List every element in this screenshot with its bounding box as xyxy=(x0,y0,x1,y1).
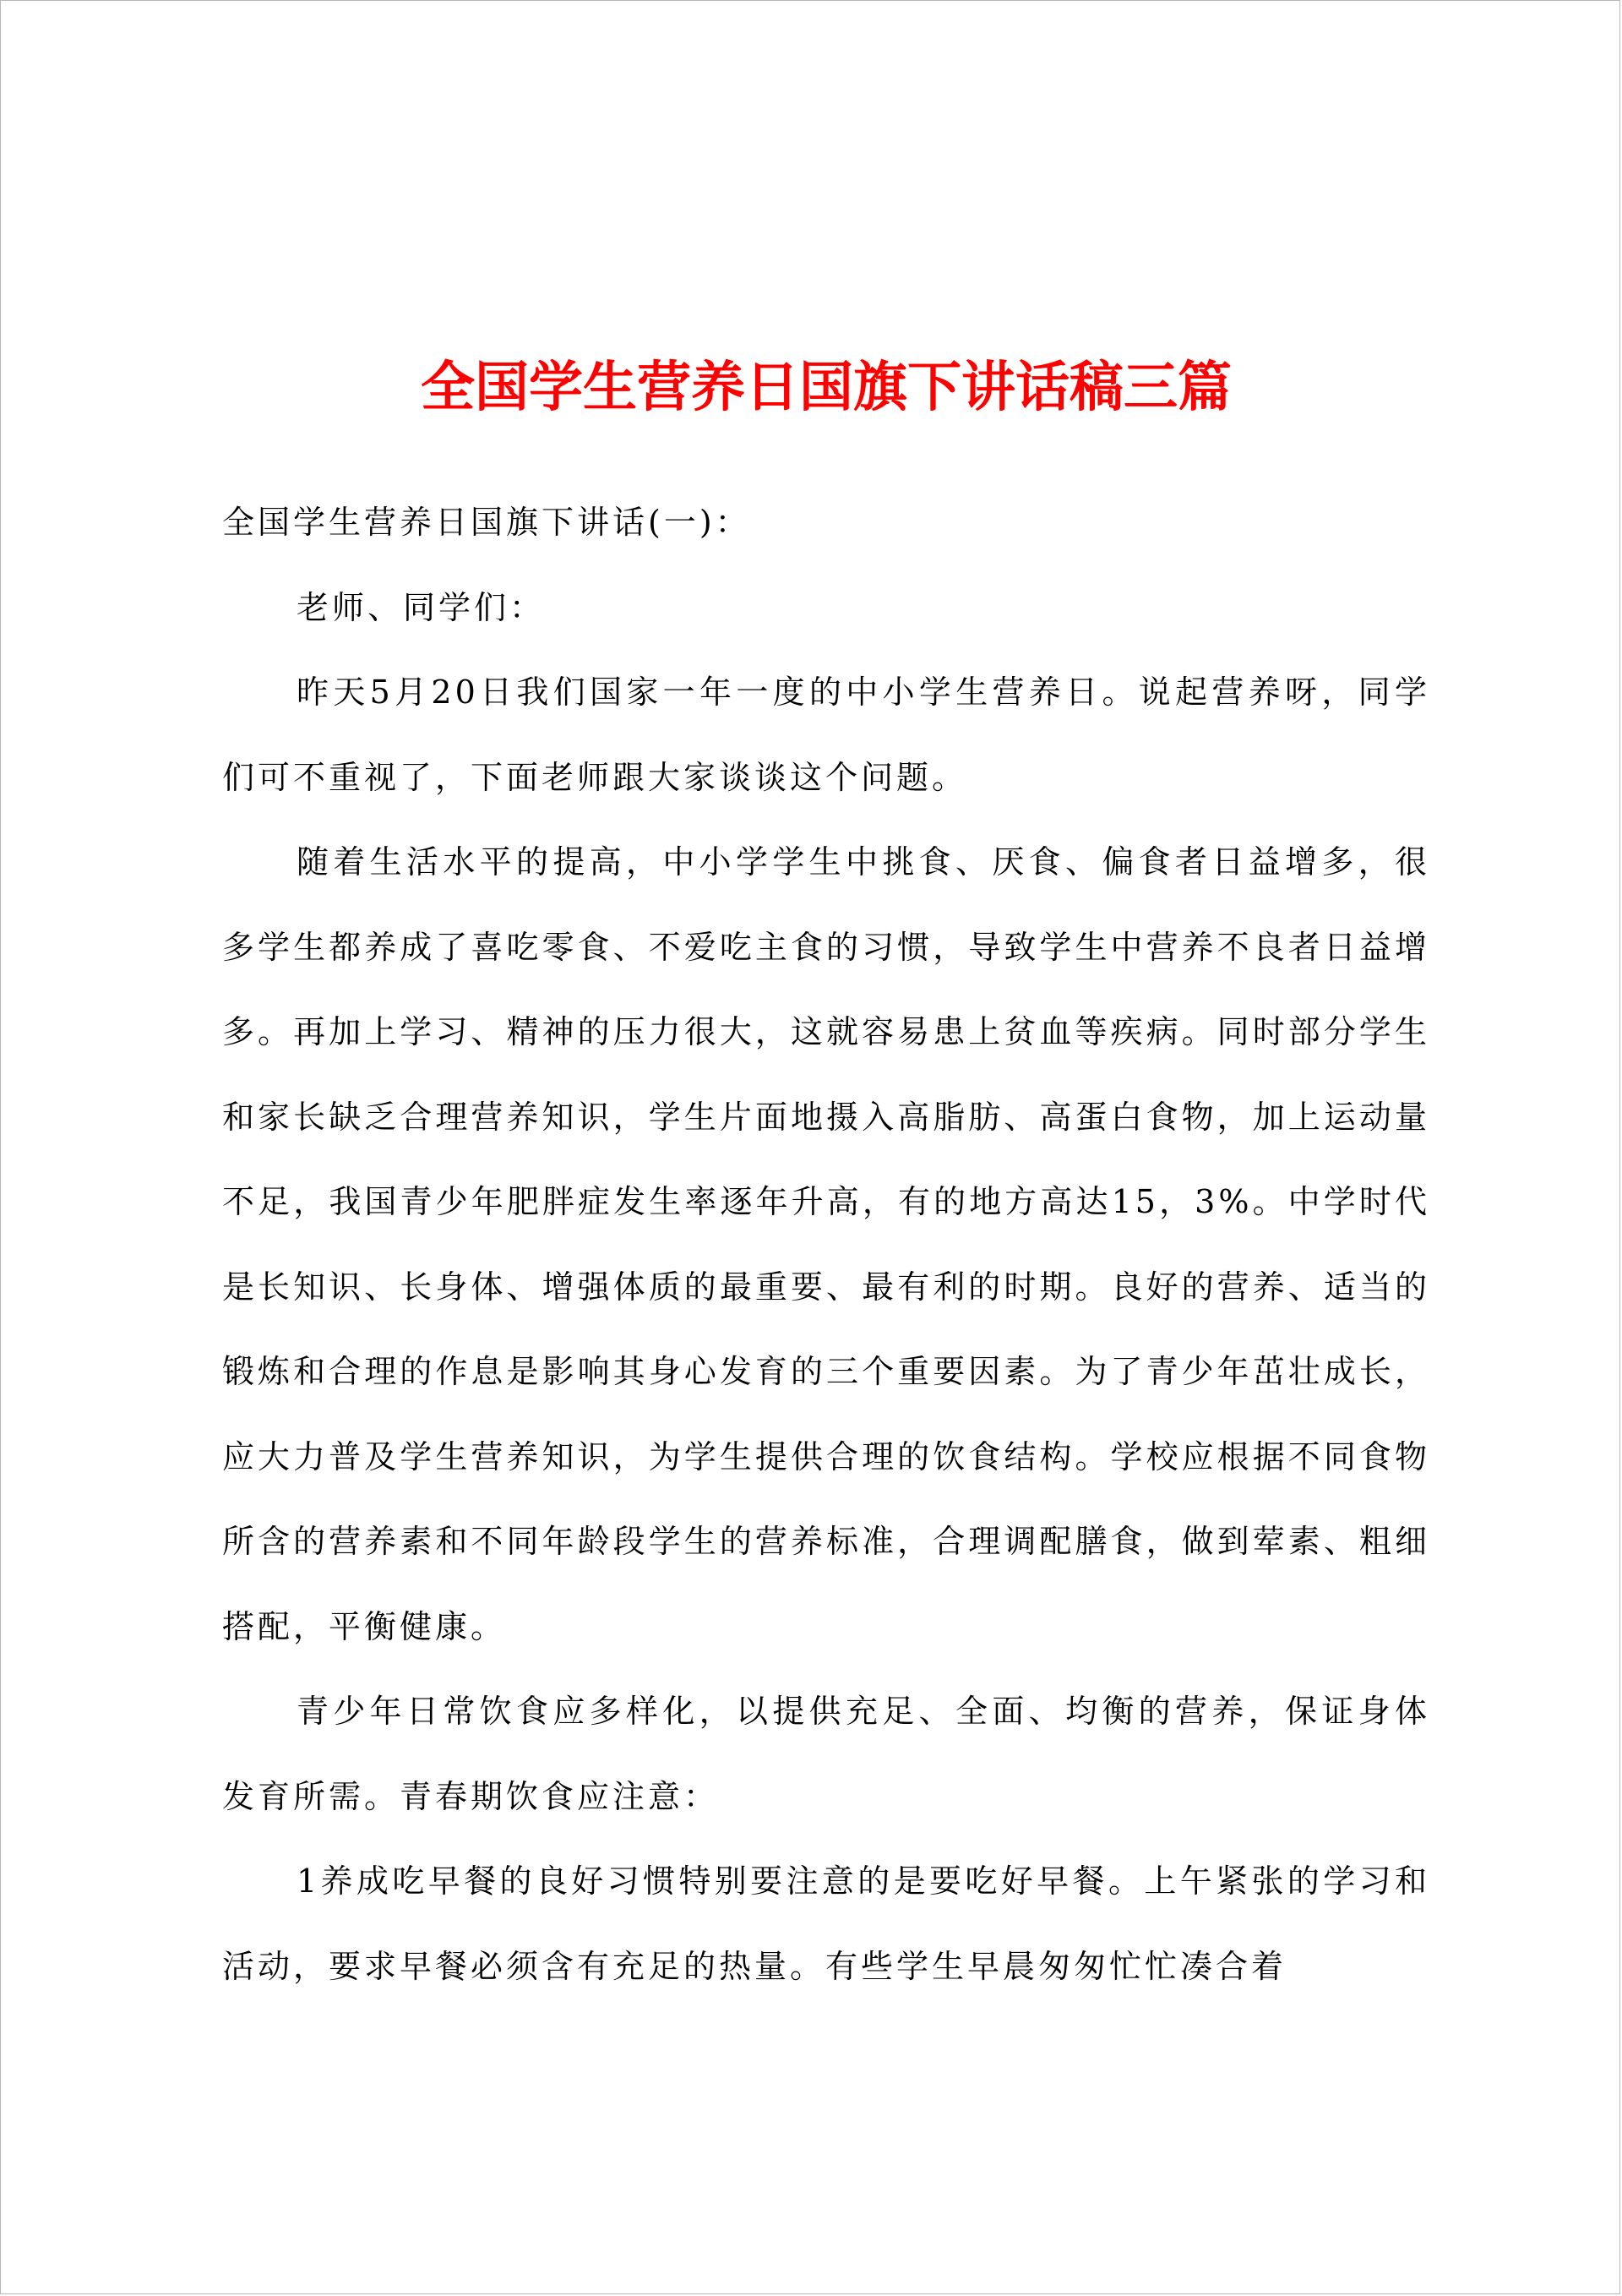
paragraph-main: 随着生活水平的提高，中小学学生中挑食、厌食、偏食者日益增多，很多学生都养成了喜吃零食、不爱吃主食的习惯，导致学生中营养不良者日益增多。再加上学习、精神的压力很大，这就容易患上贫血等疾病。同时部分学生和家长缺乏合理营养知识，学生片面地摄入高脂肪、高蛋白食物，加上运动量不足，我国青少年肥胖症发生率逐年升高，有的地方高达15，3%。中学时代是长知识、长身体、增强体质的最重要、最有利的时期。良好的营养、适当的锻炼和合理的作息是影响其身心发育的三个重要因素。为了青少年茁壮成长，应大力普及学生营养知识，为学生提供合理的饮食结构。学校应根据不同食物所含的营养素和不同年龄段学生的营养标准，合理调配膳食，做到荤素、粗细搭配，平衡健康。 xyxy=(222,843,1430,1645)
paragraph-breakfast: 1养成吃早餐的良好习惯特别要注意的是要吃好早餐。上午紧张的学习和活动，要求早餐必须含有充足的热量。有些学生早晨匆匆忙忙凑合着 xyxy=(222,1862,1430,1985)
paragraph-heading: 全国学生营养日国旗下讲话(一)： xyxy=(222,504,751,541)
paragraph-diet: 青少年日常饮食应多样化，以提供充足、全面、均衡的营养，保证身体发育所需。青春期饮食应注意： xyxy=(222,1693,1430,1815)
document-title: 全国学生营养日国旗下讲话稿三篇 xyxy=(421,356,1232,419)
document-body xyxy=(222,480,1430,2009)
paragraph-intro: 昨天5月20日我们国家一年一度的中小学生营养日。说起营养呀，同学们可不重视了，下面老师跟大家谈谈这个问题。 xyxy=(222,674,1430,796)
paragraph-salutation: 老师、同学们： xyxy=(297,588,546,626)
